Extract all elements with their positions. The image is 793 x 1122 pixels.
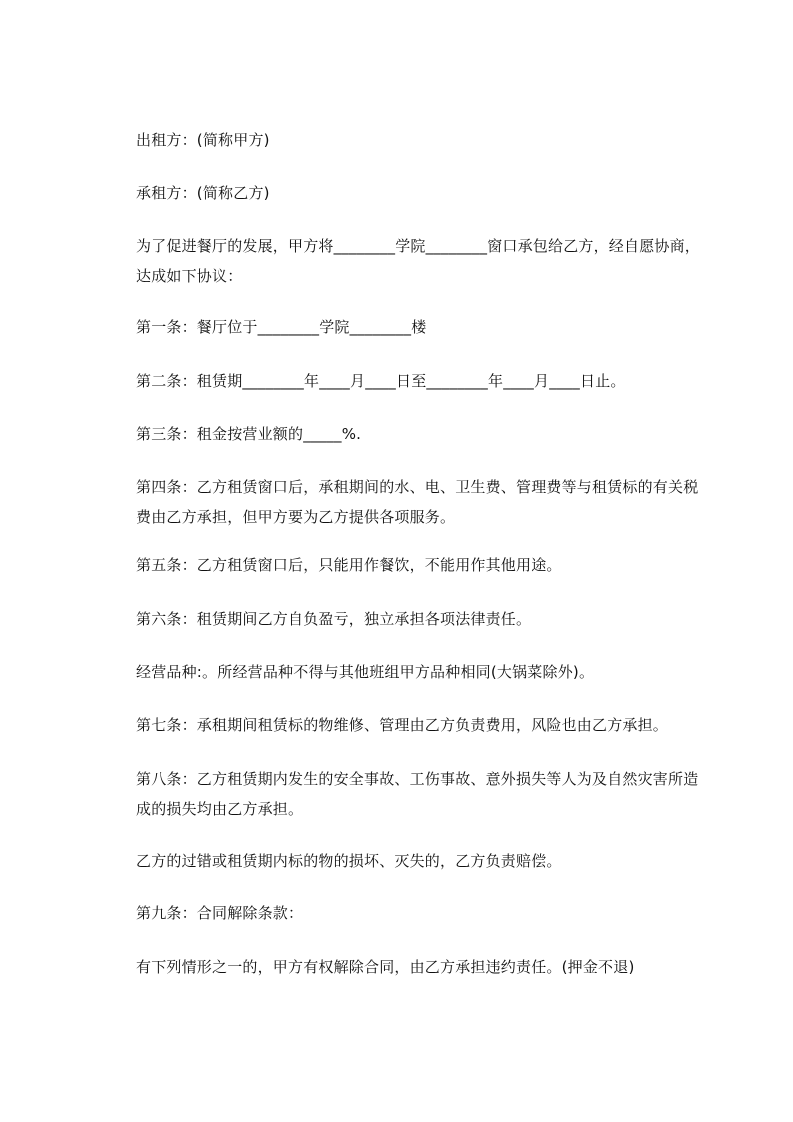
article-6: 第六条：租赁期间乙方自负盈亏，独立承担各项法律责任。 — [136, 610, 532, 628]
lessee-line: 承租方：(简称乙方) — [136, 184, 270, 202]
article-9: 第九条：合同解除条款： — [136, 904, 304, 922]
lessor-line: 出租方：(简称甲方) — [136, 131, 270, 149]
business-category-line: 经营品种:。所经营品种不得与其他班组甲方品种相同(大锅菜除外)。 — [136, 663, 595, 681]
article-4: 第四条：乙方租赁窗口后，承租期间的水、电、卫生费、管理费等与租赁标的有关税费由乙方承担，但甲方要为乙方提供各项服务。 — [136, 478, 699, 526]
article-3: 第三条：租金按营业额的_____%. — [136, 425, 362, 443]
article-7: 第七条：承租期间租赁标的物维修、管理由乙方负责费用，风险也由乙方承担。 — [136, 716, 669, 734]
preamble-paragraph: 为了促进餐厅的发展，甲方将________学院________窗口承包给乙方，经自愿协商，达成如下协议： — [136, 237, 701, 285]
article-5: 第五条：乙方租赁窗口后，只能用作餐饮，不能用作其他用途。 — [136, 556, 562, 574]
termination-conditions-line: 有下列情形之一的，甲方有权解除合同，由乙方承担违约责任。(押金不退) — [136, 958, 635, 976]
article-8: 第八条：乙方租赁期内发生的安全事故、工伤事故、意外损失等人为及自然灾害所造成的损失均由乙方承担。 — [136, 770, 699, 818]
article-1: 第一条：餐厅位于________学院________楼 — [136, 318, 427, 336]
article-2: 第二条：租赁期________年____月____日至________年____月____日止。 — [136, 372, 626, 390]
compensation-line: 乙方的过错或租赁期内标的物的损坏、灭失的，乙方负责赔偿。 — [136, 852, 562, 870]
